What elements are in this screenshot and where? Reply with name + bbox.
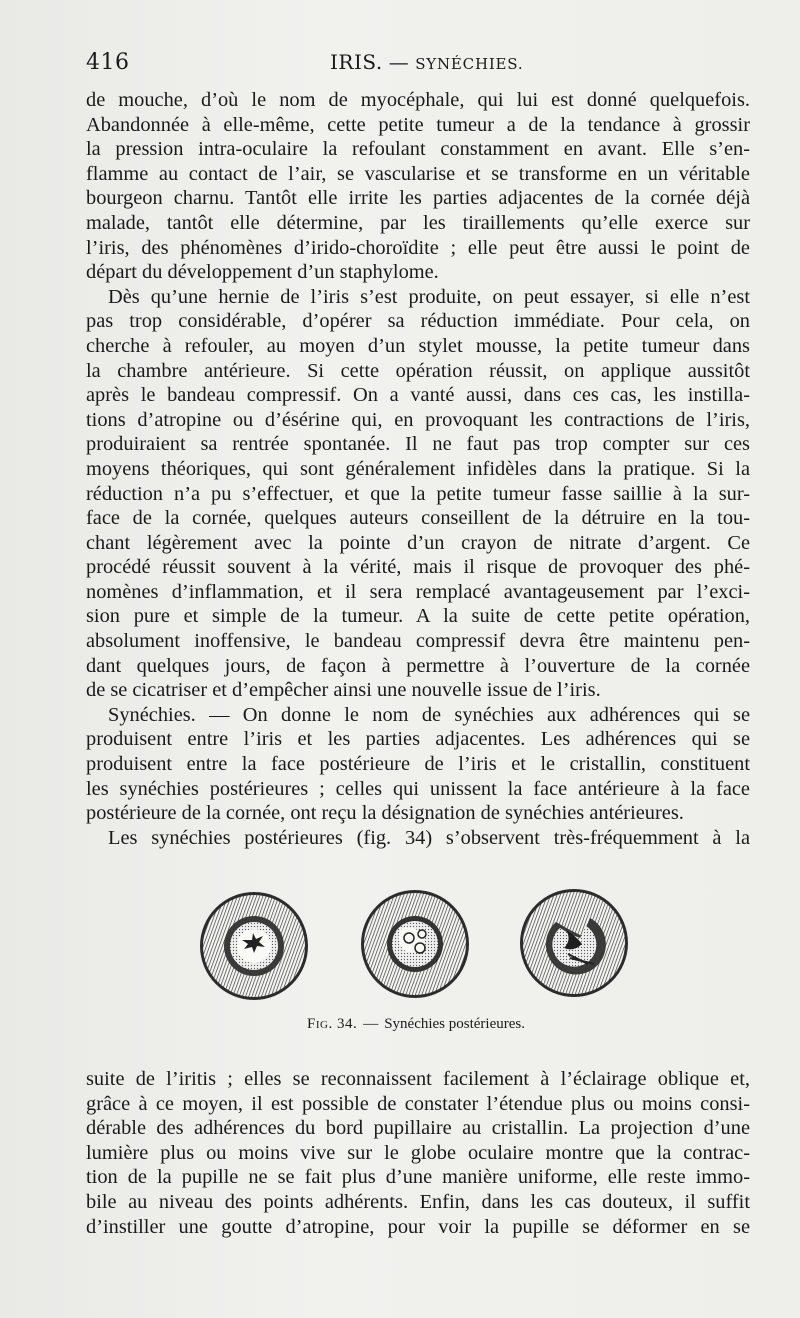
- text-line: suite de l’iritis ; elles se reconnaissent facilement à l’éclairage oblique et,: [86, 1068, 750, 1090]
- text-line: chant légèrement avec la pointe d’un crayon de nitrate d’argent. Ce: [86, 531, 750, 554]
- text-line: pas trop considérable, d’opérer sa réduction immédiate. Pour cela, on: [86, 310, 750, 333]
- text-line: les synéchies postérieures ; celles qui unissent la face antérieure à la face: [86, 777, 750, 800]
- text-line: procédé réussit souvent à la vérité, mais il risque de provoquer des phé-: [86, 556, 750, 579]
- text-line: tions d’atropine ou d’ésérine qui, en provoquant les contractions de l’iris,: [86, 408, 750, 431]
- body-text-bottom: [86, 1067, 750, 1239]
- text-line: départ du développement d’un staphylome.: [86, 261, 439, 284]
- text-line: bile au niveau des points adhérents. Enfin, dans les cas douteux, il suffit: [86, 1190, 750, 1213]
- eye-drawing-2: [361, 890, 469, 998]
- figure-caption-text: Synéchies postérieures.: [384, 1016, 525, 1032]
- text-line: bourgeon charnu. Tantôt elle irrite les parties adjacentes de la cornée déjà: [86, 187, 750, 210]
- text-line: Dès qu’une hernie de l’iris s’est produite, on peut essayer, si elle n’est: [108, 285, 750, 308]
- figure-caption: [196, 1016, 636, 1033]
- figure-label: Fig. 34.: [307, 1016, 358, 1032]
- text-line: après le bandeau compressif. On a vanté aussi, dans ces cas, les instilla-: [86, 384, 750, 407]
- page-header: [86, 50, 750, 84]
- text-line: dant quelques jours, de façon à permettre à l’ouverture de la cornée: [86, 654, 750, 677]
- body-text-top: [86, 88, 750, 850]
- text-line: l’iris, des phénomènes d’irido-choroïdite ; elle peut être aussi le point de: [86, 236, 750, 259]
- text-line: tion de la pupille ne se fait plus d’une manière uniforme, elle reste immo-: [86, 1166, 750, 1189]
- text-line: cherche à refouler, au moyen d’un stylet mousse, la petite tumeur dans: [86, 334, 750, 357]
- figure-34: [196, 886, 636, 1046]
- eye-illustrations: [196, 886, 636, 1011]
- text-line: réduction n’a pu s’effectuer, et que la petite tumeur fasse saillie à la sur-: [86, 482, 750, 505]
- text-line: produisent entre l’iris et les parties adjacentes. Les adhérences qui se: [86, 728, 750, 751]
- text-line: de mouche, d’où le nom de myocéphale, qui lui est donné quelquefois.: [86, 89, 750, 111]
- text-line: dérable des adhérences du bord pupillaire au cristallin. La projection d’une: [86, 1117, 750, 1140]
- eye-drawing-1: [200, 892, 308, 1000]
- text-line: Les synéchies postérieures (fig. 34) s’observent très-fréquemment à la: [108, 826, 750, 849]
- text-line: la pression intra-oculaire la refoulant constamment en avant. Elle s’en-: [86, 138, 750, 161]
- text-line: malade, tantôt elle détermine, par les tiraillements qu’elle exerce sur: [86, 211, 750, 234]
- text-line: nomènes d’inflammation, et il sera remplacé avantageusement par l’exci-: [86, 580, 750, 603]
- running-subtitle: SYNÉCHIES.: [415, 55, 524, 73]
- text-line: Abandonnée à elle-même, cette petite tumeur a de la tendance à grossir: [86, 113, 750, 136]
- text-line: d’instiller une goutte d’atropine, pour voir la pupille se déformer en se: [86, 1215, 750, 1238]
- text-line: flamme au contact de l’air, se vascularise et se transforme en un véritable: [86, 162, 750, 185]
- text-line: face de la cornée, quelques auteurs conseillent de la détruire en la tou-: [86, 507, 750, 530]
- page-number: 416: [86, 50, 130, 75]
- text-line: de se cicatriser et d’empêcher ainsi une nouvelle issue de l’iris.: [86, 679, 601, 702]
- text-line: grâce à ce moyen, il est possible de constater l’étendue plus ou moins consi-: [86, 1092, 750, 1115]
- text-line: postérieure de la cornée, ont reçu la désignation de synéchies antérieures.: [86, 802, 684, 825]
- text-line: absolument inoffensive, le bandeau compressif devra être maintenu pen-: [86, 630, 750, 653]
- text-line: produiraient sa rentrée spontanée. Il ne faut pas trop compter sur ces: [86, 433, 750, 456]
- running-title: IRIS.: [330, 50, 383, 74]
- running-head-dash: —: [388, 50, 410, 74]
- text-line: moyens théoriques, qui sont généralement infidèles dans la pratique. Si la: [86, 457, 750, 480]
- text-line: Synéchies. — On donne le nom de synéchies aux adhérences qui se: [108, 703, 750, 726]
- caption-dash: —: [363, 1016, 379, 1032]
- running-head: [330, 50, 523, 74]
- eye-drawing-3: [520, 889, 628, 997]
- text-line: la chambre antérieure. Si cette opération réussit, on applique aussitôt: [86, 359, 750, 382]
- text-line: sion pure et simple de la tumeur. A la suite de cette petite opération,: [86, 605, 750, 628]
- text-line: produisent entre la face postérieure de l’iris et le cristallin, constituent: [86, 753, 750, 776]
- text-line: lumière plus ou moins vive sur le globe oculaire montre que la contrac-: [86, 1141, 750, 1164]
